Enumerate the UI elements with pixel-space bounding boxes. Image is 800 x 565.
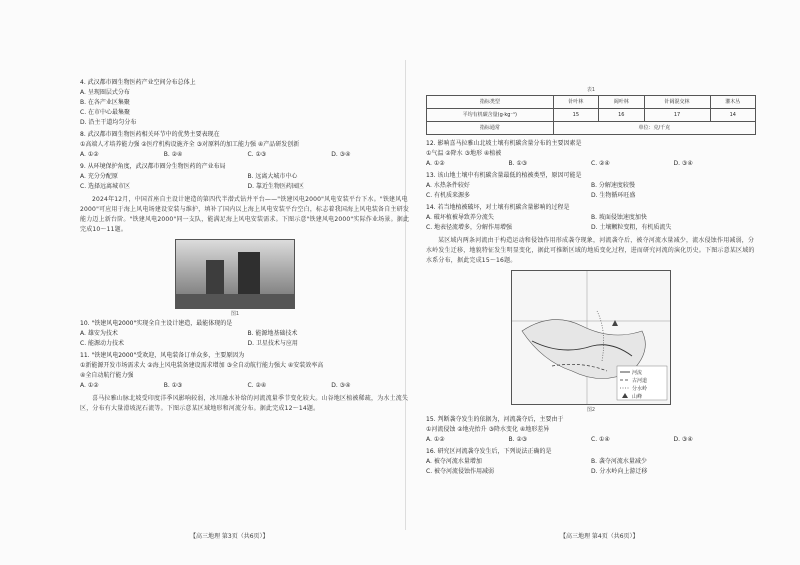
option-row [80, 172, 415, 192]
river-system-map [511, 270, 671, 405]
question-15 [426, 415, 756, 445]
option: C. 被夺河流侵蚀作用减弱 [426, 468, 495, 475]
question-stem: 16. 研究区河流袭夺发生后，下列说法正确的是 [426, 448, 552, 455]
question-stem: 14. 若当地植被破坏，对土壤有机碳含量影响的过程是 [426, 204, 570, 211]
option: A. 雄安为技术 [80, 330, 118, 337]
option: A. 充分分配原 [80, 173, 118, 180]
option: B. ②③ [508, 436, 528, 443]
wind-turbine-installation-photo [175, 239, 295, 309]
question-11 [80, 351, 415, 391]
table-header: 针叶林 [553, 96, 598, 109]
question-stem: 4. 武汉都市圈生物医药产业空间分布总体上 [80, 79, 196, 86]
option-row [426, 159, 756, 169]
legend-label: 分水岭 [632, 386, 648, 392]
option: A. 破坏植被导致养分流失 [426, 214, 494, 221]
option: A. 呈现圈层式分布 [80, 89, 130, 96]
legend-label: 山峰 [632, 394, 643, 400]
option: D. 生物循环旺盛 [591, 192, 636, 199]
option: D. ③④ [331, 382, 351, 389]
option: C. 在市中心最集聚 [80, 109, 131, 116]
table-header: 灌木丛 [710, 96, 755, 109]
data-table-block [426, 85, 756, 135]
option: B. 袭夺河流水量减少 [591, 458, 647, 465]
option: A. 被夺河流水量增加 [426, 458, 482, 465]
question-items: ④全自动航行能力强 [80, 372, 134, 379]
table-header: 指标类型 [427, 96, 554, 109]
question-items: ①气温 ②降水 ③地形 ④植被 [426, 150, 502, 157]
question-16 [426, 447, 756, 477]
option: B. ①③ [163, 382, 183, 389]
option: B. 远离大城市中心 [247, 173, 298, 180]
question-stem: 9. 从环境保护角度，武汉都市圈分生物医药的产业布局 [80, 163, 226, 170]
figure-caption: 图2 [586, 407, 596, 413]
page-footer: 【高三地理 第4页（共6页）】 [560, 533, 639, 540]
option: C. 有机质来源多 [426, 192, 471, 199]
page-footer: 【高三地理 第3页（共6页）】 [190, 533, 269, 540]
option: C. 能源动力技术 [80, 340, 125, 347]
option-row [426, 181, 756, 201]
left-page [80, 78, 415, 417]
legend-label: 河流 [632, 370, 643, 376]
crane-shape [238, 252, 260, 300]
table-title: 表1 [586, 87, 596, 93]
right-page [426, 85, 756, 479]
question-stem: 15. 判断袭夺发生的依据为，河流袭夺后，主要由于 [426, 416, 564, 423]
table-header: 针阔混交林 [644, 96, 710, 109]
question-stem: 12. 影响喜马拉雅山北坡土壤有机碳含量分布的主要因素是 [426, 140, 582, 147]
option: C. ①④ [591, 436, 610, 443]
option-row [80, 381, 415, 391]
option: B. 能源地基础技术 [247, 330, 298, 337]
option: D. 土壤颗粒变粗，有机质流失 [591, 224, 672, 231]
option: D. 沿主干道均匀分布 [80, 119, 137, 126]
table-cell: 14 [710, 109, 755, 122]
question-12 [426, 139, 756, 169]
table-cell: 单位：克/千克 [553, 122, 755, 135]
option-row [426, 457, 756, 477]
option: C. ②④ [247, 382, 267, 389]
question-stem: 13. 该山地土壤中有机碳含量最低的植被类型，原因可能是 [426, 172, 582, 179]
question-stem: 8. 武汉都市圈生物医药相关环节中的优势主要表现在 [80, 131, 220, 138]
reading-passage: 2024年12月，中国首座自主设计建造的第四代半潜式钻井平台——"铁建风电2000"风电安装平台下水。"铁建风电2000"可应用于海上风电场建设安装与维护，填补了国内以上海上风电安装平台空白，标志着我国海上风电装备自主研发能力迈上新台阶。"铁建风电2000"同一支队，能满足海上风电安装需求。下图示意"铁建风电2000"实际作业场景。据此完成10～11题。 [80, 196, 410, 233]
option: A. ①② [426, 436, 445, 443]
question-stem: 10. "铁建风电2000"实现全自主设计建造，最能体现的是 [80, 320, 233, 327]
reading-passage: 某区域内两条河流由于构造运动和侵蚀作用形成袭夺现象，河流袭夺后，被夺河流水量减少，流水侵蚀作用减弱，分水岭发生迁移，地貌特征发生明显变化，据此可推断区域的地质变化过程，进而研究河流的演化历史。下图示意某区域的水系分布，据此完成15～16题。 [426, 237, 755, 264]
question-8 [80, 130, 415, 160]
question-7 [80, 78, 415, 128]
option: C. 地表径流增多，分解作用增强 [426, 224, 513, 231]
map-drawing [512, 271, 670, 404]
option: C. ①③ [247, 151, 267, 158]
table-row [427, 109, 756, 122]
question-9 [80, 162, 415, 192]
table-cell: 15 [553, 109, 598, 122]
option: B. 分解速度较慢 [591, 182, 635, 189]
option: C. ②④ [591, 160, 610, 167]
table-row [427, 122, 756, 135]
question-10 [80, 319, 415, 349]
option-row [80, 150, 415, 160]
table-header-row [427, 96, 756, 109]
option-row [426, 213, 756, 233]
table-cell: 指标通常 [427, 122, 554, 135]
option: B. 坡面侵蚀速度加快 [591, 214, 647, 221]
option: A. ①② [80, 382, 99, 389]
reading-passage: 喜马拉雅山脉北坡受印度洋季风影响较弱，冰川融水补给的河流流量季节变化较大。山谷地区植被稀疏，为水土流失区，分布有大量滑坡泥石流等。下图示意某区域地形和河流分布。据此完成12～14题。 [80, 395, 409, 412]
legend-label: 古河道 [632, 378, 648, 384]
option-row [80, 329, 415, 349]
question-14 [426, 203, 756, 233]
question-items: ①河流侵蚀 ②地壳抬升 ③降水变化 ④地形差异 [426, 426, 550, 433]
soil-carbon-table [426, 95, 756, 135]
option: D. 分水岭向上游迁移 [591, 468, 648, 475]
option: C. 选择远离城市区 [80, 183, 131, 190]
table-header: 阔叶林 [599, 96, 644, 109]
option: D. 靠近生物医药园区 [247, 183, 304, 190]
option: D. ③④ [673, 436, 693, 443]
option: B. ①③ [508, 160, 528, 167]
question-13 [426, 171, 756, 201]
option: B. ②④ [163, 151, 183, 158]
option: D. ③④ [331, 151, 351, 158]
question-items: ①高端人才培养能力强 ②医疗机构设施齐全 ③对原料的加工能力强 ④产品研发创新 [80, 141, 300, 148]
table-cell: 平均有机碳含量(g·kg⁻¹) [427, 109, 554, 122]
option: A. 水热条件较好 [426, 182, 470, 189]
figure-caption: 图1 [230, 311, 240, 317]
table-cell: 16 [599, 109, 644, 122]
option: A. ①② [80, 151, 99, 158]
question-stem: 11. "铁建风电2000"受欢迎，风电装备订单众多，主要原因为 [80, 352, 245, 359]
option: D. 卫星技术与应用 [247, 340, 298, 347]
option: A. ①② [426, 160, 445, 167]
option: B. 在各产业区集聚 [80, 99, 130, 106]
table-cell: 17 [644, 109, 710, 122]
question-items: ①新能源开发市场需求大 ②海上风电装备建设需求增加 ③全自动航行能力强大 ④安装效率高 [80, 362, 324, 369]
option: D. ③④ [673, 160, 693, 167]
sea-surface [176, 294, 294, 308]
option-row [426, 435, 756, 445]
